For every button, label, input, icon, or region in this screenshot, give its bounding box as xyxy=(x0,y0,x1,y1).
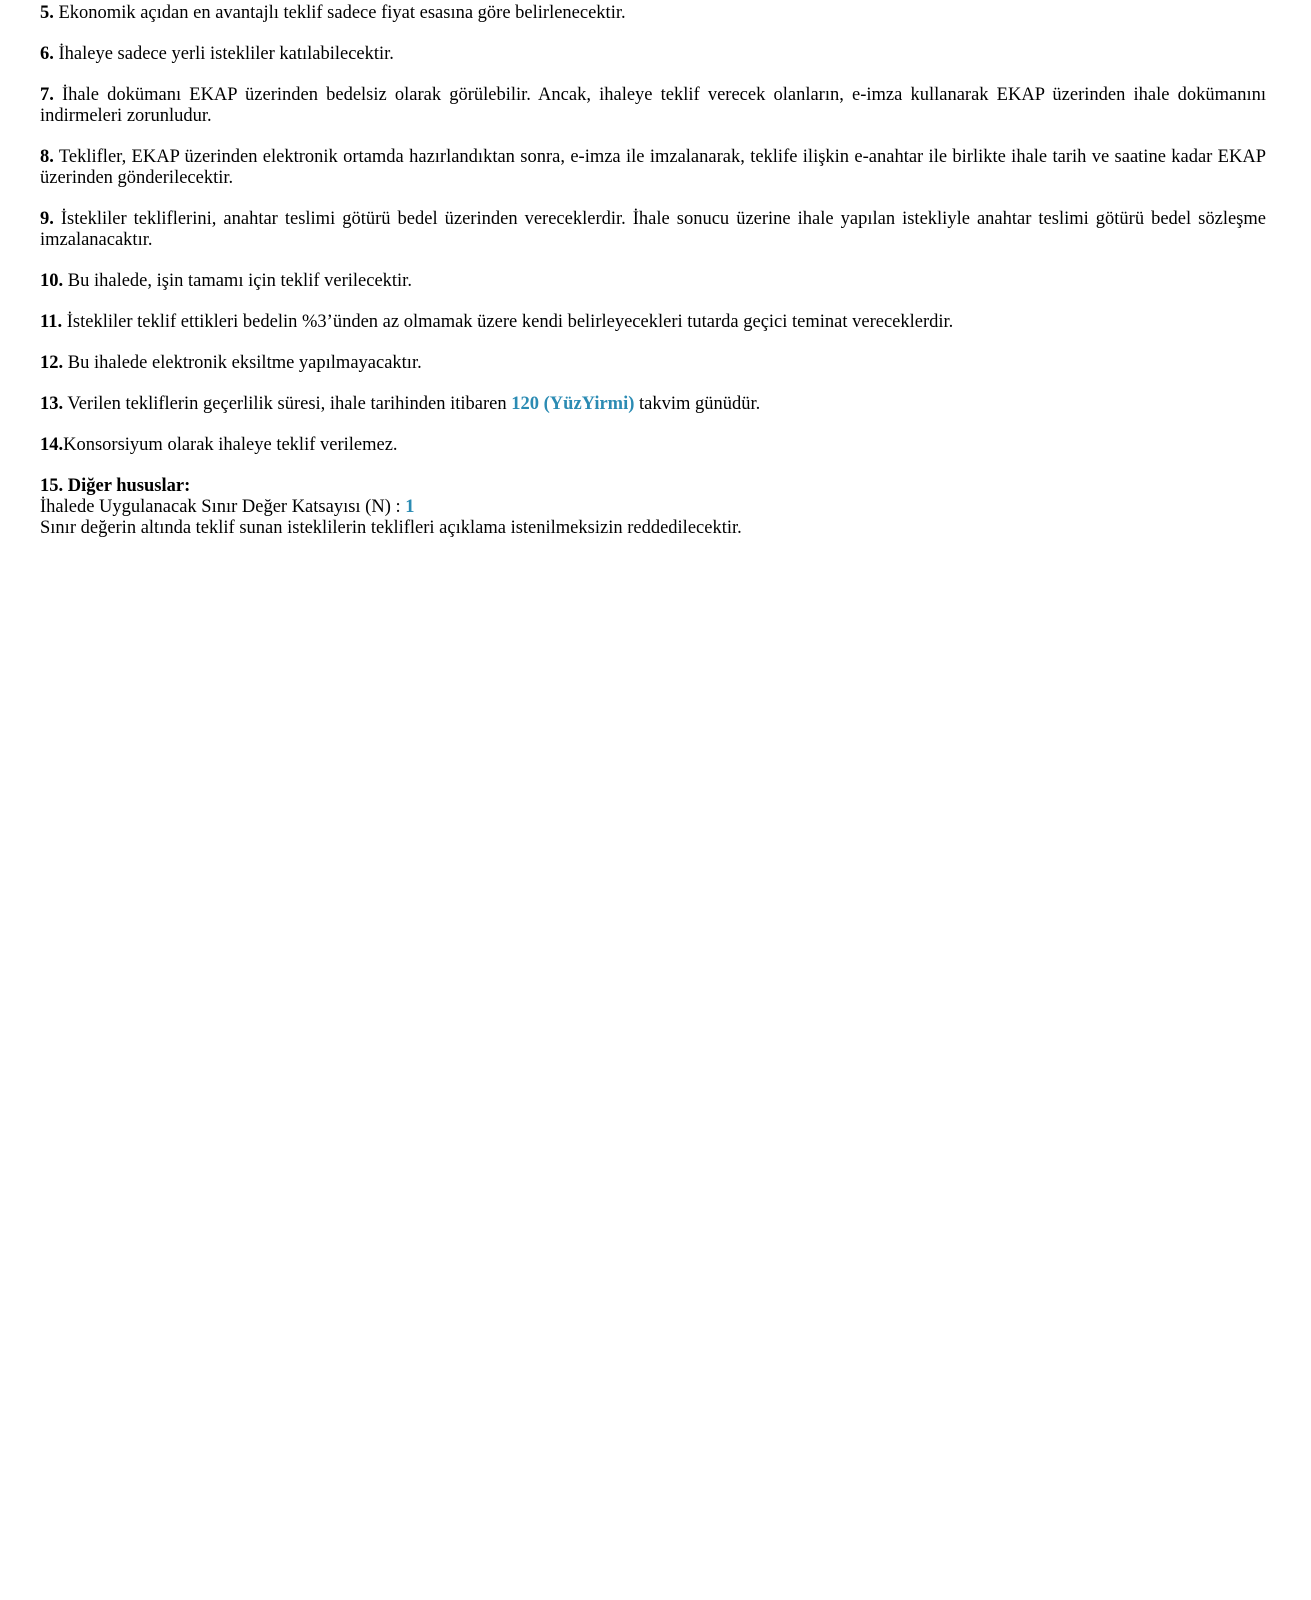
clause-text-before: Verilen tekliflerin geçerlilik süresi, ihale tarihinden itibaren xyxy=(63,394,512,414)
validity-period: 120 (YüzYirmi) xyxy=(511,394,635,414)
clause-12 xyxy=(40,353,1266,374)
clause-7 xyxy=(40,85,1266,127)
clause-11 xyxy=(40,312,1266,333)
clause-number: 7. xyxy=(40,85,54,105)
clause-6 xyxy=(40,44,1266,65)
limit-coefficient-line xyxy=(40,497,1266,518)
clause-text-after: takvim günüdür. xyxy=(634,394,761,414)
clause-number: 13. xyxy=(40,394,64,414)
clause-number: 10. xyxy=(40,271,64,291)
clause-text: Bu ihalede, işin tamamı için teklif verilecektir. xyxy=(63,271,412,291)
clause-number: 5. xyxy=(40,3,54,23)
clause-number: 11. xyxy=(40,312,63,332)
clause-5 xyxy=(40,3,1266,24)
clause-9 xyxy=(40,209,1266,251)
clause-number: 9. xyxy=(40,209,54,229)
clause-text: Ekonomik açıdan en avantajlı teklif sadece fiyat esasına göre belirlenecektir. xyxy=(53,3,626,23)
clause-text: İstekliler tekliflerini, anahtar teslimi götürü bedel üzerinden vereceklerdir. İhale sonucu üzerine ihale yapılan istekliyle anahtar teslimi götürü bedel sözleşme imzalanacaktır. xyxy=(40,209,1266,250)
rejection-note: Sınır değerin altında teklif sunan isteklilerin teklifleri açıklama istenilmeksizin reddedilecektir. xyxy=(40,518,742,538)
clause-text: İstekliler teklif ettikleri bedelin %3’ünden az olmamak üzere kendi belirleyecekleri tutarda geçici teminat vereceklerdir. xyxy=(62,312,954,332)
clause-15 xyxy=(40,476,1266,539)
other-matters-heading: 15. Diğer hususlar: xyxy=(40,476,191,496)
clause-text: Teklifler, EKAP üzerinden elektronik ortamda hazırlandıktan sonra, e-imza ile imzalanarak, teklife ilişkin e-anahtar ile birlikte ihale tarih ve saatine kadar EKAP üzerinden gönderilecektir. xyxy=(40,147,1266,188)
clause-text: Bu ihalede elektronik eksiltme yapılmayacaktır. xyxy=(63,353,422,373)
document-page xyxy=(40,3,1266,559)
clause-text: Konsorsiyum olarak ihaleye teklif verilemez. xyxy=(63,435,398,455)
clause-number: 6. xyxy=(40,44,54,64)
clause-10 xyxy=(40,271,1266,292)
limit-coefficient-value: 1 xyxy=(405,497,415,517)
clause-text: İhale dokümanı EKAP üzerinden bedelsiz olarak görülebilir. Ancak, ihaleye teklif verecek olanların, e-imza kullanarak EKAP üzerinden ihale dokümanını indirmeleri zorunludur. xyxy=(40,85,1266,126)
clause-number: 14. xyxy=(40,435,64,455)
clause-14 xyxy=(40,435,1266,456)
clause-8 xyxy=(40,147,1266,189)
clause-13 xyxy=(40,394,1266,415)
clause-text: İhaleye sadece yerli istekliler katılabilecektir. xyxy=(53,44,394,64)
clause-number: 12. xyxy=(40,353,64,373)
limit-coefficient-label: İhalede Uygulanacak Sınır Değer Katsayısı (N) : xyxy=(40,497,406,517)
clause-number: 8. xyxy=(40,147,54,167)
